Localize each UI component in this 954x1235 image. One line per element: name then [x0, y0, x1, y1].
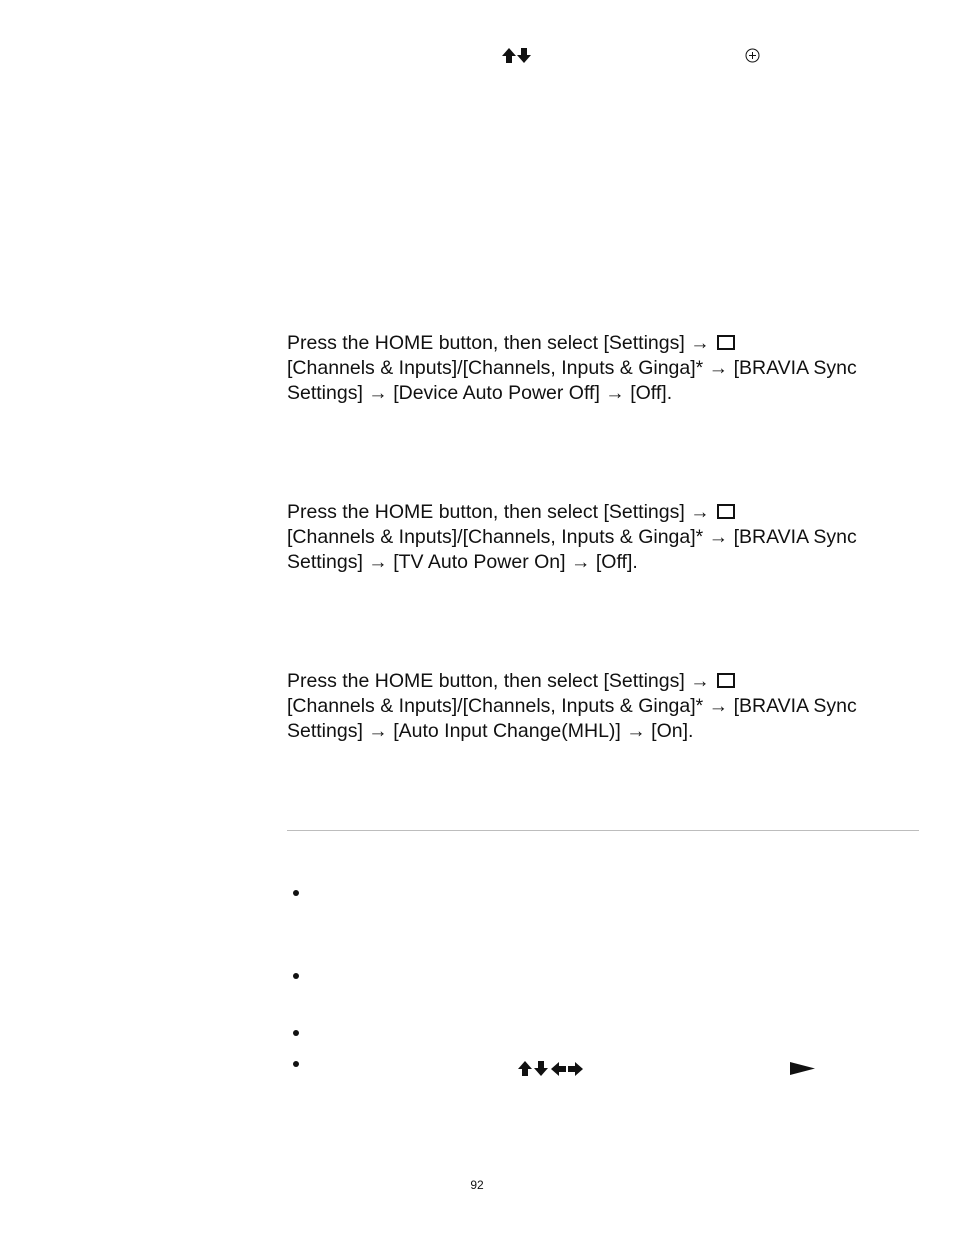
list-bullet [293, 1061, 299, 1067]
instruction-auto-input-change [287, 669, 887, 744]
square-icon [717, 673, 735, 688]
up-arrow-icon [502, 48, 516, 68]
right-arrow-icon [568, 1062, 583, 1081]
instruction-text: Press the HOME button, then select [Settings] → [287, 501, 710, 523]
up-arrow-icon [518, 1061, 532, 1081]
left-arrow-icon [551, 1062, 566, 1081]
page-number: 92 [470, 1178, 484, 1192]
enter-icon-wrap [745, 48, 760, 68]
down-arrow-icon [534, 1061, 548, 1081]
instruction-text: Press the HOME button, then select [Settings] → [287, 670, 710, 692]
square-icon [717, 335, 735, 350]
section-divider [287, 830, 919, 831]
instruction-text: Settings] → [Device Auto Power Off] → [Off]. [287, 382, 673, 404]
instruction-text: [Channels & Inputs]/[Channels, Inputs & Ginga]* → [BRAVIA Sync [287, 695, 857, 717]
play-icon [790, 1062, 815, 1080]
instruction-tv-auto-power-on [287, 500, 887, 575]
list-bullet [293, 1030, 299, 1036]
list-bullet [293, 890, 299, 896]
instruction-text: Press the HOME button, then select [Settings] → [287, 332, 710, 354]
instruction-text: Settings] → [TV Auto Power On] → [Off]. [287, 551, 638, 573]
square-icon [717, 504, 735, 519]
enter-circle-icon [745, 48, 760, 68]
down-arrow-icon [517, 48, 531, 68]
instruction-text: Settings] → [Auto Input Change(MHL)] → [On]. [287, 720, 694, 742]
instruction-text: [Channels & Inputs]/[Channels, Inputs & Ginga]* → [BRAVIA Sync [287, 526, 857, 548]
instruction-text: [Channels & Inputs]/[Channels, Inputs & Ginga]* → [BRAVIA Sync [287, 357, 857, 379]
play-icon-wrap [790, 1062, 815, 1080]
list-bullet [293, 973, 299, 979]
bottom-icon-row [518, 1061, 583, 1081]
top-icon-row [502, 48, 531, 68]
instruction-device-auto-power-off [287, 331, 887, 406]
